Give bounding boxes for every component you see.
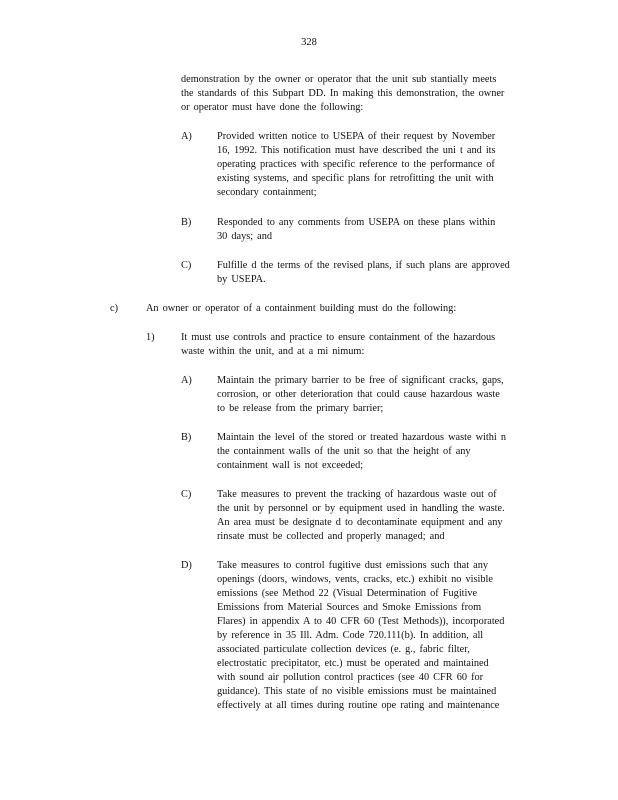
item-line: Flares) in appendix A to 40 CFR 60 (Test Methods)), incorporated <box>217 616 505 627</box>
item-line: corrosion, or other deterioration that could cause hazardous waste <box>217 389 500 400</box>
item-line: guidance). This state of no visible emissions must be maintained <box>217 686 497 697</box>
item-label: A) <box>181 375 192 386</box>
item-line: Take measures to prevent the tracking of hazardous waste out of <box>217 489 497 500</box>
item-line: containment wall is not exceeded; <box>217 460 364 471</box>
item-line: rinsate must be collected and properly managed; and <box>217 531 445 542</box>
item-line: to be release from the primary barrier; <box>217 403 384 414</box>
item-line: with sound air pollution control practices (see 40 CFR 60 for <box>217 672 484 683</box>
item-line: associated particulate collection devices (e. g., fabric filter, <box>217 644 470 655</box>
item-line: by USEPA. <box>217 274 266 285</box>
item-line: Emissions from Material Sources and Smoke Emissions from <box>217 602 482 613</box>
item-line: Responded to any comments from USEPA on these plans within <box>217 217 496 228</box>
item-label: B) <box>181 432 192 443</box>
item-line: 16, 1992. This notification must have described the uni t and its <box>217 145 496 156</box>
page-number: 328 <box>301 37 317 48</box>
item-label: A) <box>181 131 192 142</box>
item-line: effectively at all times during routine ope rating and maintenance <box>217 700 500 711</box>
item-line: existing systems, and specific plans for retrofitting the unit with <box>217 173 494 184</box>
section-label: c) <box>110 303 118 314</box>
item-line: electrostatic precipitator, etc.) must be operated and maintained <box>217 658 489 669</box>
item-line: emissions (see Method 22 (Visual Determination of Fugitive <box>217 588 478 599</box>
item-line: Take measures to control fugitive dust emissions such that any <box>217 560 489 571</box>
item-label: C) <box>181 489 192 500</box>
item-line: 30 days; and <box>217 231 273 242</box>
item-line: operating practices with specific reference to the performance of <box>217 159 495 170</box>
item-label: D) <box>181 560 192 571</box>
subsection-label: 1) <box>146 332 155 343</box>
intro-line: or operator must have done the following: <box>181 102 364 113</box>
item-line: Maintain the primary barrier to be free of significant cracks, gaps, <box>217 375 504 386</box>
item-line: openings (doors, windows, vents, cracks, etc.) exhibit no visible <box>217 574 493 585</box>
item-line: Fulfille d the terms of the revised plans, if such plans are approved <box>217 260 510 271</box>
item-line: Maintain the level of the stored or treated hazardous waste withi n <box>217 432 506 443</box>
item-line: An area must be designate d to decontaminate equipment and any <box>217 517 503 528</box>
section-text: An owner or operator of a containment building must do the following: <box>146 303 457 314</box>
item-line: by reference in 35 Ill. Adm. Code 720.111(b). In addition, all <box>217 630 484 641</box>
subsection-line: It must use controls and practice to ensure containment of the hazardous <box>181 332 496 343</box>
intro-line: the standards of this Subpart DD. In making this demonstration, the owner <box>181 88 505 99</box>
item-line: secondary containment; <box>217 187 317 198</box>
item-line: the unit by personnel or by equipment used in handling the waste. <box>217 503 505 514</box>
subsection-line: waste within the unit, and at a mi nimum: <box>181 346 365 357</box>
intro-line: demonstration by the owner or operator that the unit sub stantially meets <box>181 74 497 85</box>
item-label: B) <box>181 217 192 228</box>
item-label: C) <box>181 260 192 271</box>
item-line: the containment walls of the unit so that the height of any <box>217 446 471 457</box>
item-line: Provided written notice to USEPA of their request by November <box>217 131 496 142</box>
